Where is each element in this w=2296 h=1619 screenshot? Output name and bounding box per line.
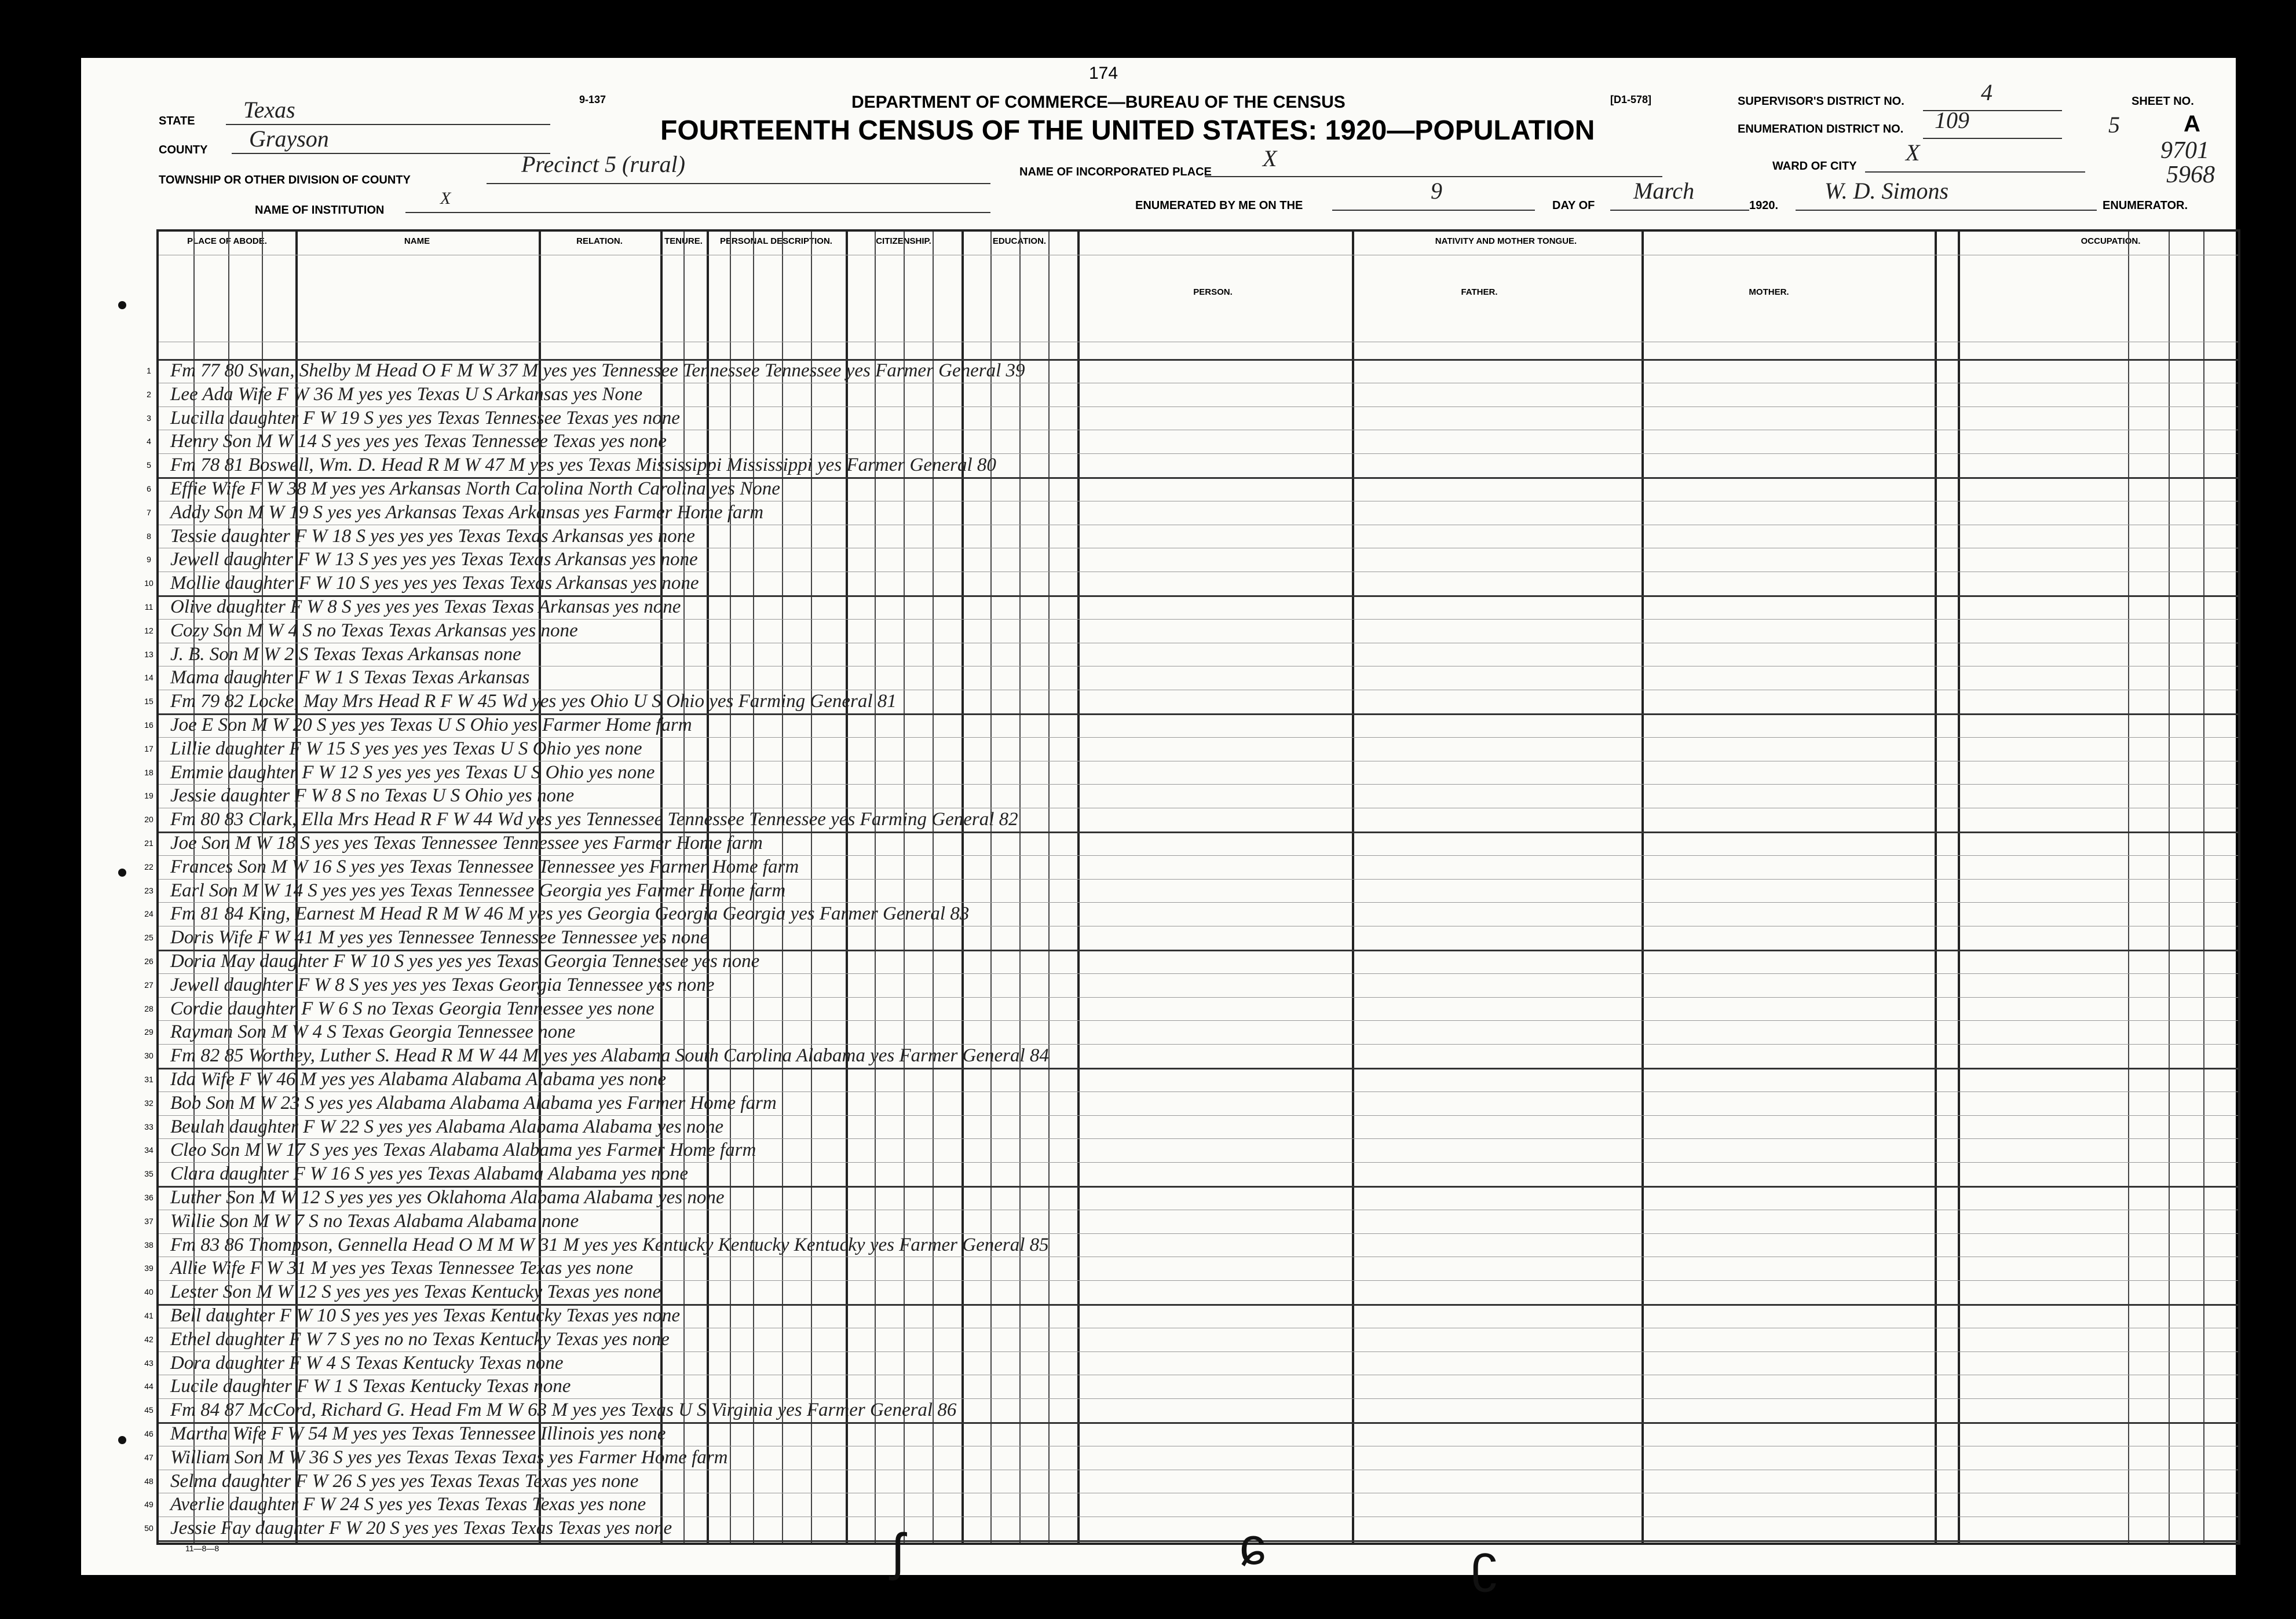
state-label: STATE <box>159 115 195 127</box>
group-personal: PERSONAL DESCRIPTION. <box>720 236 832 246</box>
table-row: Cozy Son M W 4 S no Texas Texas Arkansas yes none <box>170 620 578 641</box>
row-number: 49 <box>144 1500 153 1510</box>
table-row: Doria May daughter F W 10 S yes yes yes Texas Georgia Tennessee yes none <box>170 951 760 972</box>
day-value: 9 <box>1431 178 1442 204</box>
census-sheet: 174 9-137 [D1-578] DEPARTMENT OF COMMERCE—BUREAU OF THE CENSUS FOURTEENTH CENSUS OF THE UNITED STATES: 1920—POPULATION STATE Texas COUNTY Grayson TOWNSHIP OR OTHER DIVISION OF COUNTY Precinct 5 (rural) NAME OF INSTITUTION X NAME OF INCORPORATED PLACE X WARD OF CITY X ENUMERATED BY ME ON THE 9 DAY OF March 1920. W. D. Simons ENUMERATOR. SUPERVISOR'S DISTRICT NO. 4 ENUMERATION DISTRICT NO. 109 SHEET NO. 5 A 9701 5968 PLACE OF ABODE. NAME RELATION. TENURE. PERSONAL DESCRIPTION. CITIZENSHIP. EDUCATION. NATIVITY AND MOTHER TONGUE. PERSON. FATHER. MOTHER. OCCUPATION. 1 Fm 77 80 Swan, Shelby M Head O F M W 37 M yes yes Tennessee Tennessee Tennessee yes Farmer General 39 2 Lee Ada Wife F W 36 M yes yes Texas U S Arkansas yes None 3 Lucilla daughter F W 19 S yes yes Texas Tennessee Texas yes none 4 Henry Son M W 14 S yes yes yes Texas Tennessee Texas yes none 5 Fm 78 81 Boswell, Wm. D. Head R M W 47 M yes yes Texas Mississippi Mississippi yes Farmer General 80 6 Effie Wife F W 38 M yes yes Arkansas North Carolina North Carolina yes None 7 Addy Son M W 19 S yes yes Arkansas Texas Arkansas yes Farmer Home farm 8 Tessie daughter F W 18 S yes yes yes Texas Texas Arkansas yes none 9 Jewell daughter F W 13 S yes yes yes Texas Texas Arkansas yes none 10 Mollie daughter F W 10 S yes yes yes Texas Texas Arkansas yes none 11 Olive daughter F W 8 S yes yes yes Texas Texas Arkansas yes none 12 Cozy Son M W 4 S no Texas Texas Arkansas yes none 13 J. B. Son M W 2 S Texas Texas Arkansas none 14 Mama daughter F W 1 S Texas Texas Arkansas 15 Fm 79 82 Locke, May Mrs Head R F W 45 Wd yes yes Ohio U S Ohio yes Farming General 81 16 Joe E Son M W 20 S yes yes Texas U S Ohio yes Farmer Home farm 17 Lillie daughter F W 15 S yes yes yes Texas U S Ohio yes none 18 Emmie daughter F W 12 S yes yes yes Texas U S Ohio yes none 19 Jessie daughter F W 8 S no Texas U S Ohio yes none 20 Fm 80 83 Clark, Ella Mrs Head R F W 44 Wd yes yes Tennessee Tennessee Tennessee yes Farming General 82 21 Joe Son M W 18 S yes yes Texas Tennessee Tennessee yes Farmer Home farm 22 Frances Son M W 16 S yes yes Texas Tennessee Tennessee yes Farmer Home farm 23 Earl Son M W 14 S yes yes yes Texas Tennessee Georgia yes Farmer Home farm 24 Fm 81 84 King, Earnest M Head R M W 46 M yes yes Georgia Georgia Georgia yes Farmer General 83 25 Doris Wife F W 41 M yes yes Tennessee Tennessee Tennessee yes none 26 Doria May daughter F W 10 S yes yes yes Texas Georgia Tennessee yes none 27 Jewell daughter F W 8 S yes yes yes Texas Georgia Tennessee yes none 28 Cordie daughter F W 6 S no Texas Georgia Tennessee yes none 29 Rayman Son M W 4 S Texas Georgia Tennessee none 30 Fm 82 85 Worthey, Luther S. Head R M W 44 M yes yes Alabama South Carolina Alabama yes Farmer General 84 31 Ida Wife F W 46 M yes yes Alabama Alabama Alabama yes none 32 Bob Son M W 23 S yes yes Alabama Alabama Alabama yes Farmer Home farm 33 Beulah daughter F W 22 S yes yes Alabama Alabama Alabama yes none 34 Cleo Son M W 17 S yes yes Texas Alabama Alabama yes Farmer Home farm 35 Clara daughter F W 16 S yes yes Texas Alabama Alabama yes none 36 Luther Son M W 12 S yes yes yes Oklahoma Alabama Alabama yes none 37 Willie Son M W 7 S no Texas Alabama Alabama none 38 Fm 83 86 Thompson, Gennella Head O M M W 31 M yes yes Kentucky Kentucky Kentucky yes Farmer General 85 39 Allie Wife F W 31 M yes yes Texas Tennessee Texas yes none 40 Lester Son M W 12 S yes yes yes Texas Kentucky Texas yes none 41 Bell daughter F W 10 S yes yes yes Texas Kentucky Texas yes none 42 Ethel daughter F W 7 S yes no no Texas Kentucky Texas yes none 43 Dora daughter F W 4 S Texas Kentucky Texas none 44 Lucile daughter F W 1 S Texas Kentucky Texas none 45 Fm 84 87 McCord, Richard G. Head Fm M W 63 M yes yes Texas U S Virginia yes Farmer General 86 46 Martha Wife F W 54 M yes yes Texas Tennessee Illinois yes none 47 William Son M W 36 S yes yes Texas Texas Texas yes Farmer Home farm 48 Selma daughter F W 26 S yes yes Texas Texas Texas yes none 49 Averlie daughter F W 24 S yes yes Texas Texas Texas yes none 50 Jessie Fay daughter F W 20 S yes yes Texas Texas Texas yes none 11—8—8 ʃ ɕ ʗ <box>81 58 2236 1575</box>
department-line: DEPARTMENT OF COMMERCE—BUREAU OF THE CENSUS <box>851 93 1346 112</box>
footer-code: 11—8—8 <box>185 1544 220 1553</box>
table-row: Lucilla daughter F W 19 S yes yes Texas Tennessee Texas yes none <box>170 407 680 428</box>
row-number: 14 <box>144 673 153 683</box>
table-row: Rayman Son M W 4 S Texas Georgia Tennessee none <box>170 1021 576 1043</box>
table-row: Selma daughter F W 26 S yes yes Texas Texas Texas yes none <box>170 1470 639 1492</box>
table-row: Martha Wife F W 54 M yes yes Texas Tennessee Illinois yes none <box>170 1423 666 1444</box>
group-mother: MOTHER. <box>1749 287 1789 297</box>
enumerated-label: ENUMERATED BY ME ON THE <box>1135 199 1303 212</box>
table-row: Fm 77 80 Swan, Shelby M Head O F M W 37 M yes yes Tennessee Tennessee Tennessee yes Farmer General 39 <box>170 360 1025 381</box>
institution-value: X <box>440 189 451 208</box>
enumerator-label: ENUMERATOR. <box>2103 199 2188 212</box>
row-number: 5 <box>147 460 151 470</box>
institution-label: NAME OF INSTITUTION <box>255 204 385 217</box>
row-number: 26 <box>144 957 153 966</box>
row-number: 22 <box>144 862 153 871</box>
sheet-letter: A <box>2184 111 2200 137</box>
table-row: Cordie daughter F W 6 S no Texas Georgia Tennessee yes none <box>170 998 655 1019</box>
table-row: Joe Son M W 18 S yes yes Texas Tennessee Tennessee yes Farmer Home farm <box>170 833 763 854</box>
group-nativity: NATIVITY AND MOTHER TONGUE. <box>1435 236 1577 246</box>
group-citizenship: CITIZENSHIP. <box>876 236 931 246</box>
county-label: COUNTY <box>159 144 208 156</box>
table-row: Averlie daughter F W 24 S yes yes Texas Texas Texas yes none <box>170 1494 646 1515</box>
table-row: Frances Son M W 16 S yes yes Texas Tennessee Tennessee yes Farmer Home farm <box>170 856 799 877</box>
table-row: Fm 82 85 Worthey, Luther S. Head R M W 44 M yes yes Alabama South Carolina Alabama yes Farmer General 84 <box>170 1045 1049 1067</box>
group-tenure: TENURE. <box>664 236 703 246</box>
table-row: Lester Son M W 12 S yes yes yes Texas Kentucky Texas yes none <box>170 1281 661 1303</box>
corner-note-1: 9701 <box>2160 137 2209 164</box>
row-number: 25 <box>144 933 153 943</box>
county-value: Grayson <box>249 126 329 152</box>
row-number: 16 <box>144 720 153 730</box>
table-row: Lee Ada Wife F W 36 M yes yes Texas U S Arkansas yes None <box>170 383 643 405</box>
group-occupation: OCCUPATION. <box>2081 236 2141 246</box>
table-row: Fm 78 81 Boswell, Wm. D. Head R M W 47 M yes yes Texas Mississippi Mississippi yes Farmer General 80 <box>170 455 996 476</box>
row-number: 43 <box>144 1358 153 1368</box>
table-row: Henry Son M W 14 S yes yes yes Texas Tennessee Texas yes none <box>170 431 667 452</box>
supervisor-value: 4 <box>1981 79 1992 105</box>
enumeration-district-value: 109 <box>1935 107 1969 133</box>
row-number: 40 <box>144 1287 153 1297</box>
table-row: Emmie daughter F W 12 S yes yes yes Texas U S Ohio yes none <box>170 761 655 783</box>
sheet-label: SHEET NO. <box>2132 95 2194 108</box>
row-number: 45 <box>144 1405 153 1415</box>
table-row: Ethel daughter F W 7 S yes no no Texas Kentucky Texas yes none <box>170 1328 670 1350</box>
row-number: 15 <box>144 697 153 706</box>
row-number: 8 <box>147 531 151 541</box>
row-number: 9 <box>147 555 151 565</box>
table-row: Fm 83 86 Thompson, Gennella Head O M M W 31 M yes yes Kentucky Kentucky Kentucky yes Farmer General 85 <box>170 1234 1049 1255</box>
row-number: 17 <box>144 743 153 753</box>
row-number: 1 <box>147 366 151 375</box>
day-of-label: DAY OF <box>1552 199 1595 212</box>
table-row: Fm 80 83 Clark, Ella Mrs Head R F W 44 Wd yes yes Tennessee Tennessee Tennessee yes Farming General 82 <box>170 809 1018 830</box>
row-number: 44 <box>144 1382 153 1391</box>
row-number: 23 <box>144 885 153 895</box>
row-number: 19 <box>144 791 153 801</box>
table-row: Cleo Son M W 17 S yes yes Texas Alabama Alabama yes Farmer Home farm <box>170 1140 756 1161</box>
state-value: Texas <box>243 97 295 123</box>
table-row: Earl Son M W 14 S yes yes yes Texas Tennessee Georgia yes Farmer Home farm <box>170 880 786 901</box>
table-row: Olive daughter F W 8 S yes yes yes Texas Texas Arkansas yes none <box>170 596 681 617</box>
row-number: 3 <box>147 413 151 423</box>
row-number: 47 <box>144 1452 153 1462</box>
table-row: Dora daughter F W 4 S Texas Kentucky Texas none <box>170 1352 564 1373</box>
row-number: 36 <box>144 1193 153 1202</box>
row-number: 28 <box>144 1003 153 1013</box>
row-number: 2 <box>147 389 151 399</box>
table-row: Fm 84 87 McCord, Richard G. Head Fm M W 63 M yes yes Texas U S Virginia yes Farmer General 86 <box>170 1400 957 1421</box>
group-relation: RELATION. <box>576 236 623 246</box>
table-row: Luther Son M W 12 S yes yes yes Oklahoma Alabama Alabama yes none <box>170 1187 725 1208</box>
page-number: 174 <box>1089 64 1118 83</box>
group-education: EDUCATION. <box>992 236 1047 246</box>
form-id: [D1-578] <box>1610 94 1652 105</box>
row-number: 27 <box>144 980 153 990</box>
row-number: 11 <box>144 602 153 611</box>
row-number: 37 <box>144 1216 153 1226</box>
form-code: 9-137 <box>579 94 606 105</box>
table-row: Jewell daughter F W 8 S yes yes yes Texas Georgia Tennessee yes none <box>170 974 715 995</box>
row-number: 29 <box>144 1027 153 1037</box>
census-table <box>144 229 2240 1545</box>
row-number: 18 <box>144 767 153 777</box>
row-number: 48 <box>144 1476 153 1486</box>
group-father: FATHER. <box>1461 287 1498 297</box>
row-number: 50 <box>144 1523 153 1533</box>
row-number: 46 <box>144 1429 153 1438</box>
table-row: Willie Son M W 7 S no Texas Alabama Alabama none <box>170 1210 579 1232</box>
row-number: 13 <box>144 649 153 659</box>
table-row: Beulah daughter F W 22 S yes yes Alabama Alabama Alabama yes none <box>170 1116 724 1137</box>
enumerator-name: W. D. Simons <box>1825 178 1949 204</box>
incorporated-place-value: X <box>1263 145 1277 171</box>
row-number: 33 <box>144 1122 153 1131</box>
table-row: Addy Son M W 19 S yes yes Arkansas Texas Arkansas yes Farmer Home farm <box>170 501 764 523</box>
table-row: Ida Wife F W 46 M yes yes Alabama Alabama Alabama yes none <box>170 1069 667 1090</box>
row-number: 21 <box>144 838 153 848</box>
table-row: Fm 81 84 King, Earnest M Head R M W 46 M yes yes Georgia Georgia Georgia yes Farmer General 83 <box>170 903 970 925</box>
table-row: Mama daughter F W 1 S Texas Texas Arkansas <box>170 667 530 688</box>
table-row: J. B. Son M W 2 S Texas Texas Arkansas none <box>170 643 521 665</box>
table-row: Clara daughter F W 16 S yes yes Texas Alabama Alabama yes none <box>170 1163 688 1185</box>
ward-value: X <box>1906 140 1920 166</box>
corner-note-2: 5968 <box>2166 162 2215 188</box>
table-row: Bell daughter F W 10 S yes yes yes Texas Kentucky Texas yes none <box>170 1305 681 1326</box>
row-number: 12 <box>144 625 153 635</box>
group-name: NAME <box>404 236 430 246</box>
row-number: 31 <box>144 1075 153 1084</box>
row-number: 4 <box>147 437 151 446</box>
table-row: Joe E Son M W 20 S yes yes Texas U S Ohio yes Farmer Home farm <box>170 715 692 735</box>
row-number: 24 <box>144 909 153 919</box>
group-person: PERSON. <box>1193 287 1233 297</box>
table-row: Jessie daughter F W 8 S no Texas U S Ohio yes none <box>170 785 575 807</box>
row-number: 35 <box>144 1169 153 1179</box>
row-number: 10 <box>144 578 153 588</box>
row-number: 6 <box>147 484 151 493</box>
row-number: 38 <box>144 1240 153 1250</box>
row-number: 32 <box>144 1098 153 1108</box>
enumeration-district-label: ENUMERATION DISTRICT NO. <box>1738 123 1904 135</box>
row-number: 34 <box>144 1145 153 1155</box>
township-value: Precinct 5 (rural) <box>521 151 685 177</box>
row-number: 39 <box>144 1263 153 1273</box>
table-row: Jessie Fay daughter F W 20 S yes yes Texas Texas Texas yes none <box>170 1518 672 1539</box>
supervisor-label: SUPERVISOR'S DISTRICT NO. <box>1738 95 1904 108</box>
table-row: Lucile daughter F W 1 S Texas Kentucky Texas none <box>170 1376 571 1397</box>
month-value: March <box>1633 178 1695 204</box>
page-title: FOURTEENTH CENSUS OF THE UNITED STATES: 1920—POPULATION <box>660 115 1595 146</box>
table-row: Doris Wife F W 41 M yes yes Tennessee Tennessee Tennessee yes none <box>170 927 709 948</box>
sheet-value: 5 <box>2108 112 2120 138</box>
township-label: TOWNSHIP OR OTHER DIVISION OF COUNTY <box>159 174 411 186</box>
table-row: William Son M W 36 S yes yes Texas Texas Texas yes Farmer Home farm <box>170 1446 728 1468</box>
table-row: Bob Son M W 23 S yes yes Alabama Alabama Alabama yes Farmer Home farm <box>170 1092 777 1113</box>
ward-label: WARD OF CITY <box>1772 160 1857 173</box>
row-number: 30 <box>144 1051 153 1061</box>
row-number: 7 <box>147 507 151 517</box>
table-row: Lillie daughter F W 15 S yes yes yes Texas U S Ohio yes none <box>170 738 642 759</box>
table-row: Mollie daughter F W 10 S yes yes yes Texas Texas Arkansas yes none <box>170 573 699 594</box>
table-row: Jewell daughter F W 13 S yes yes yes Texas Texas Arkansas yes none <box>170 549 698 570</box>
table-row: Effie Wife F W 38 M yes yes Arkansas North Carolina North Carolina yes None <box>170 478 780 499</box>
row-number: 41 <box>144 1311 153 1320</box>
table-row: Tessie daughter F W 18 S yes yes yes Texas Texas Arkansas yes none <box>170 525 695 547</box>
year: 1920. <box>1749 199 1779 212</box>
table-row: Allie Wife F W 31 M yes yes Texas Tennessee Texas yes none <box>170 1258 634 1279</box>
row-number: 20 <box>144 815 153 825</box>
row-number: 42 <box>144 1334 153 1344</box>
incorporated-place-label: NAME OF INCORPORATED PLACE <box>1019 166 1212 178</box>
table-row: Fm 79 82 Locke, May Mrs Head R F W 45 Wd yes yes Ohio U S Ohio yes Farming General 81 <box>170 691 897 712</box>
group-place-of-abode: PLACE OF ABODE. <box>187 236 267 246</box>
